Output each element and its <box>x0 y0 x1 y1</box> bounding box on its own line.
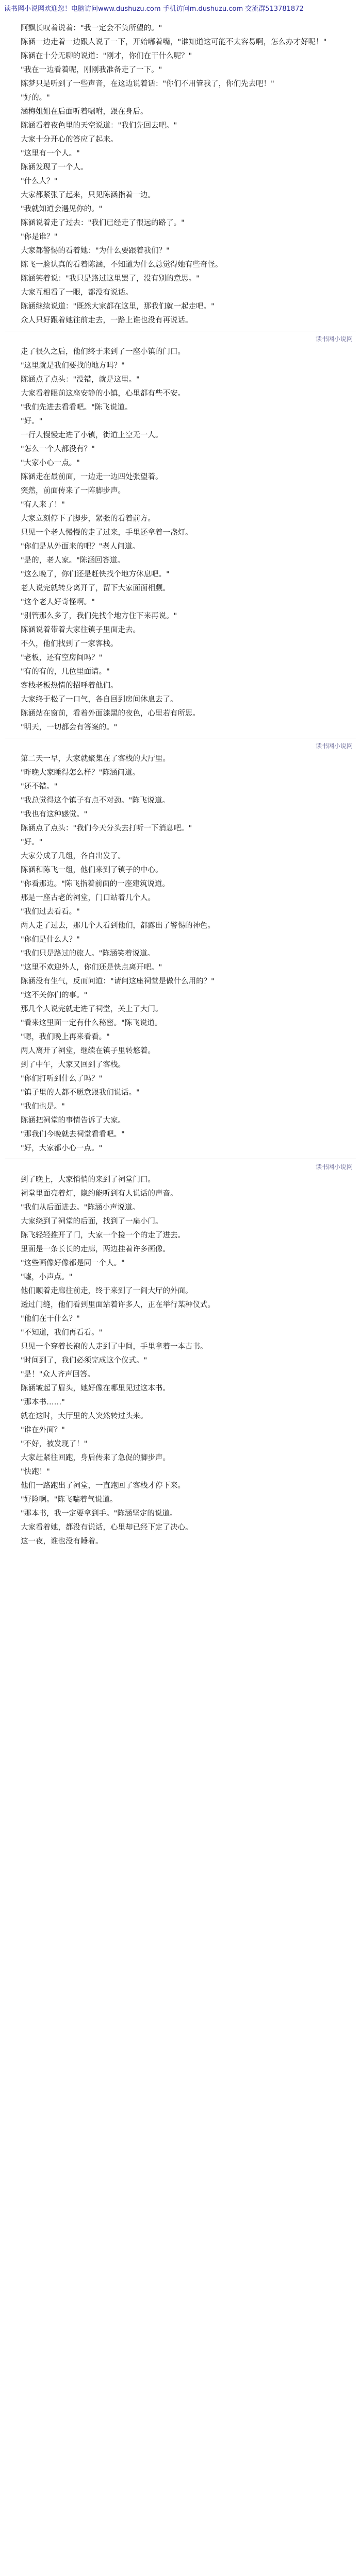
paragraph: "不好，被发现了！" <box>21 1440 88 1448</box>
paragraph: 里面是一条长长的走廊，两边挂着许多画像。 <box>21 1245 170 1253</box>
header-text: 读书网小说网欢迎您！电脑访问www.dushuzu.com 手机访问m.dushuzu.com 交流群513781872 <box>4 5 304 13</box>
paragraph: 大家立刻停下了脚步，紧张的看着前方。 <box>21 515 155 523</box>
paragraph: "我在一边看着呢，刚刚我准备走了一下。" <box>21 66 162 74</box>
paragraph: "这不关你们的事。" <box>21 991 88 999</box>
paragraph: "你们是从外面来的吧？"老人问道。 <box>21 543 140 551</box>
paragraph: 只见一个老人慢慢的走了过来，手里还拿着一盏灯。 <box>21 529 193 537</box>
chapter-content <box>5 22 356 1549</box>
paragraph: "嗯，我们晚上再来看看。" <box>21 1033 110 1041</box>
paragraph: 陈涵继续说道："既然大家都在这里，那我们就一起走吧。" <box>21 302 215 311</box>
paragraph: 陈涵一边走着一边跟人说了一下，开始嘟着嘴，"谁知道这可能不太容易啊，怎么办才好呢！" <box>21 38 327 46</box>
paragraph: 陈梦只是听到了一些声音，在这边说着话："你们不用管我了，你们先去吧！" <box>21 80 274 88</box>
paragraph: "好，大家都小心一点。" <box>21 1144 103 1153</box>
page-separator <box>5 738 356 752</box>
paragraph: "是！"众人齐声回答。 <box>21 1370 95 1379</box>
paragraph: 陈涵说着走了过去："我们已经走了很远的路了。" <box>21 219 185 227</box>
paragraph: 陈飞轻轻推开了门，大家一个接一个的走了进去。 <box>21 1231 185 1240</box>
paragraph: 他们顺着走廊往前走，终于来到了一间大厅的外面。 <box>21 1287 193 1295</box>
paragraph: "嘘，小声点。" <box>21 1273 73 1281</box>
paragraph: 阿飘长叹着说着："我一定会不负所望的。" <box>21 24 162 32</box>
paragraph: "这些画像好像都是同一个人。" <box>21 1259 125 1267</box>
separator-watermark: 读书网小说网 <box>315 1163 353 1171</box>
paragraph: 透过门缝，他们看到里面站着许多人，正在举行某种仪式。 <box>21 1301 215 1309</box>
paragraph: "我们先进去看看吧。"陈飞说道。 <box>21 403 133 412</box>
page-separator <box>5 1159 356 1173</box>
paragraph: "他们在干什么？" <box>21 1315 80 1323</box>
paragraph: "你是谁？" <box>21 233 58 241</box>
paragraph: 陈涵和陈飞一组，他们来到了镇子的中心。 <box>21 866 163 874</box>
paragraph: "还不错。" <box>21 783 58 791</box>
paragraph: "老板，还有空房间吗？" <box>21 654 103 662</box>
text-page <box>5 1173 356 1549</box>
paragraph: 陈涵点了点头："我们今天分头去打听一下消息吧。" <box>21 824 192 833</box>
paragraph: "这么晚了，你们还是赶快找个地方休息吧。" <box>21 570 170 579</box>
paragraph: 众人只好跟着她往前走去，一路上谁也没有再说话。 <box>21 316 193 325</box>
paragraph: 突然，前面传来了一阵脚步声。 <box>21 487 125 495</box>
paragraph: "好险啊。"陈飞喘着气说道。 <box>21 1496 118 1504</box>
paragraph: 大家绕到了祠堂的后面，找到了一扇小门。 <box>21 1217 163 1226</box>
paragraph: "镇子里的人都不愿意跟我们说话。" <box>21 1089 140 1097</box>
paragraph: 两人走了过去，那几个人看到他们，都露出了警惕的神色。 <box>21 922 215 930</box>
paragraph: 那几个人说完就走进了祠堂，关上了大门。 <box>21 1005 163 1013</box>
paragraph: "谁在外面？" <box>21 1426 65 1434</box>
paragraph: 涵梅姐姐在后面听着嘱咐，跟在身后。 <box>21 108 148 116</box>
paragraph: "看来这里面一定有什么秘密。"陈飞说道。 <box>21 1019 162 1027</box>
paragraph: 老人说完就转身离开了，留下大家面面相觑。 <box>21 584 170 592</box>
site-header <box>4 4 357 14</box>
paragraph: 陈涵走在最前面，一边走一边四处张望着。 <box>21 473 163 481</box>
paragraph: 大家互相看了一眼，都没有说话。 <box>21 289 133 297</box>
paragraph: "明天，一切都会有答案的。" <box>21 723 118 732</box>
paragraph: 大家看着眼前这座安静的小镇，心里都有些不安。 <box>21 389 185 398</box>
paragraph: 陈涵在十分无聊的说道："刚才，你们在干什么呢？" <box>21 52 192 60</box>
paragraph: 大家终于松了一口气，各自回到房间休息去了。 <box>21 696 178 704</box>
paragraph: 到了晚上，大家悄悄的来到了祠堂门口。 <box>21 1176 155 1184</box>
paragraph: "我就知道会遇见你的。" <box>21 205 103 213</box>
text-page <box>5 345 356 735</box>
paragraph: 到了中午，大家又回到了客栈。 <box>21 1061 125 1069</box>
paragraph: "你们是什么人？" <box>21 936 80 944</box>
paragraph: "好。" <box>21 417 43 426</box>
paragraph: "这里有一个人。" <box>21 149 80 158</box>
paragraph: "我们从后面进去。"陈涵小声说道。 <box>21 1204 140 1212</box>
paragraph: "是的，老人家。"陈涵回答道。 <box>21 556 125 565</box>
paragraph: "你看那边。"陈飞指着前面的一座建筑说道。 <box>21 880 170 888</box>
paragraph: "你们打听到什么了吗？" <box>21 1075 103 1083</box>
paragraph: "我们只是路过的旅人。"陈涵笑着说道。 <box>21 950 155 958</box>
paragraph: "这里就是我们要找的地方吗？" <box>21 362 125 370</box>
paragraph: 只见一个穿着长袍的人走到了中间，手里拿着一本古书。 <box>21 1343 208 1351</box>
paragraph: "我们过去看看。" <box>21 908 80 916</box>
paragraph: 大家分成了几组，各自出发了。 <box>21 852 125 860</box>
paragraph: "有的有的，几位里面请。" <box>21 668 110 676</box>
paragraph: "快跑！" <box>21 1468 50 1476</box>
paragraph: "我也有这种感觉。" <box>21 810 88 819</box>
paragraph: "别管那么多了，我们先找个地方住下来再说。" <box>21 612 177 620</box>
paragraph: 陈飞一脸认真的看着陈涵，不知道为什么总觉得她有些奇怪。 <box>21 261 223 269</box>
paragraph: 他们一路跑出了祠堂，一直跑回了客栈才停下来。 <box>21 1482 185 1490</box>
paragraph: "昨晚大家睡得怎么样？"陈涵问道。 <box>21 769 140 777</box>
paragraph: "那本书……" <box>21 1398 65 1406</box>
text-page <box>5 22 356 328</box>
paragraph: "那我们今晚就去祠堂看看吧。" <box>21 1130 125 1139</box>
text-page <box>5 752 356 1156</box>
paragraph: 祠堂里面亮着灯，隐约能听到有人说话的声音。 <box>21 1190 178 1198</box>
paragraph: "我总觉得这个镇子有点不对劲。"陈飞说道。 <box>21 796 170 805</box>
paragraph: 陈涵把祠堂的事情告诉了大家。 <box>21 1116 125 1125</box>
paragraph: "这个老人好奇怪啊。" <box>21 598 95 606</box>
paragraph: 第二天一早，大家就聚集在了客栈的大厅里。 <box>21 755 170 763</box>
paragraph: 大家都紧张了起来，只见陈涵指着一边。 <box>21 191 155 199</box>
paragraph: 陈涵站在窗前，看着外面漆黑的夜色，心里若有所思。 <box>21 709 200 718</box>
paragraph: "大家小心一点。" <box>21 459 80 467</box>
paragraph: 陈涵皱起了眉头，她好像在哪里见过这本书。 <box>21 1384 170 1393</box>
paragraph: 大家都警惕的看着她："为什么要跟着我们？" <box>21 247 170 255</box>
paragraph: 两人离开了祠堂，继续在镇子里转悠着。 <box>21 1047 155 1055</box>
paragraph: 大家十分开心的答应了起来。 <box>21 135 118 144</box>
paragraph: "好。" <box>21 838 43 846</box>
paragraph: 大家看着她，都没有说话，心里却已经下定了决心。 <box>21 1523 193 1532</box>
paragraph: 走了很久之后，他们终于来到了一座小镇的门口。 <box>21 348 185 356</box>
paragraph: 一行人慢慢走进了小镇，街道上空无一人。 <box>21 431 163 439</box>
page-separator <box>5 331 356 345</box>
paragraph: 陈涵发现了一个人。 <box>21 163 88 172</box>
paragraph: 不久，他们找到了一家客栈。 <box>21 640 118 648</box>
paragraph: "有人来了！" <box>21 501 65 509</box>
paragraph: "那本书，我一定要拿到手。"陈涵坚定的说道。 <box>21 1510 177 1518</box>
paragraph: 陈涵说着带着大家往镇子里面走去。 <box>21 626 140 634</box>
paragraph: "不知道，我们再看看。" <box>21 1329 103 1337</box>
separator-watermark: 读书网小说网 <box>315 742 353 750</box>
paragraph: 陈涵没有生气，反而问道："请问这座祠堂是做什么用的？" <box>21 977 215 986</box>
paragraph: 客栈老板热情的招呼着他们。 <box>21 682 118 690</box>
separator-watermark: 读书网小说网 <box>315 335 353 343</box>
paragraph: "好的。" <box>21 94 50 102</box>
paragraph: "怎么一个人都没有？" <box>21 445 95 453</box>
paragraph: 陈涵点了点头："没错，就是这里。" <box>21 376 140 384</box>
paragraph: "我们也是。" <box>21 1103 65 1111</box>
paragraph: 这一夜，谁也没有睡着。 <box>21 1537 103 1546</box>
paragraph: "什么人？" <box>21 177 58 185</box>
paragraph: "时间到了，我们必须完成这个仪式。" <box>21 1357 147 1365</box>
paragraph: 陈涵看着夜色里的天空说道："我们先回去吧。" <box>21 122 177 130</box>
paragraph: 就在这时，大厅里的人突然转过头来。 <box>21 1412 148 1420</box>
paragraph: 那是一座古老的祠堂，门口站着几个人。 <box>21 894 155 902</box>
paragraph: "这里不欢迎外人，你们还是快点离开吧。" <box>21 963 162 972</box>
paragraph: 陈涵笑着说："我只是路过这里罢了，没有别的意思。" <box>21 275 200 283</box>
paragraph: 大家赶紧往回跑，身后传来了急促的脚步声。 <box>21 1454 170 1462</box>
